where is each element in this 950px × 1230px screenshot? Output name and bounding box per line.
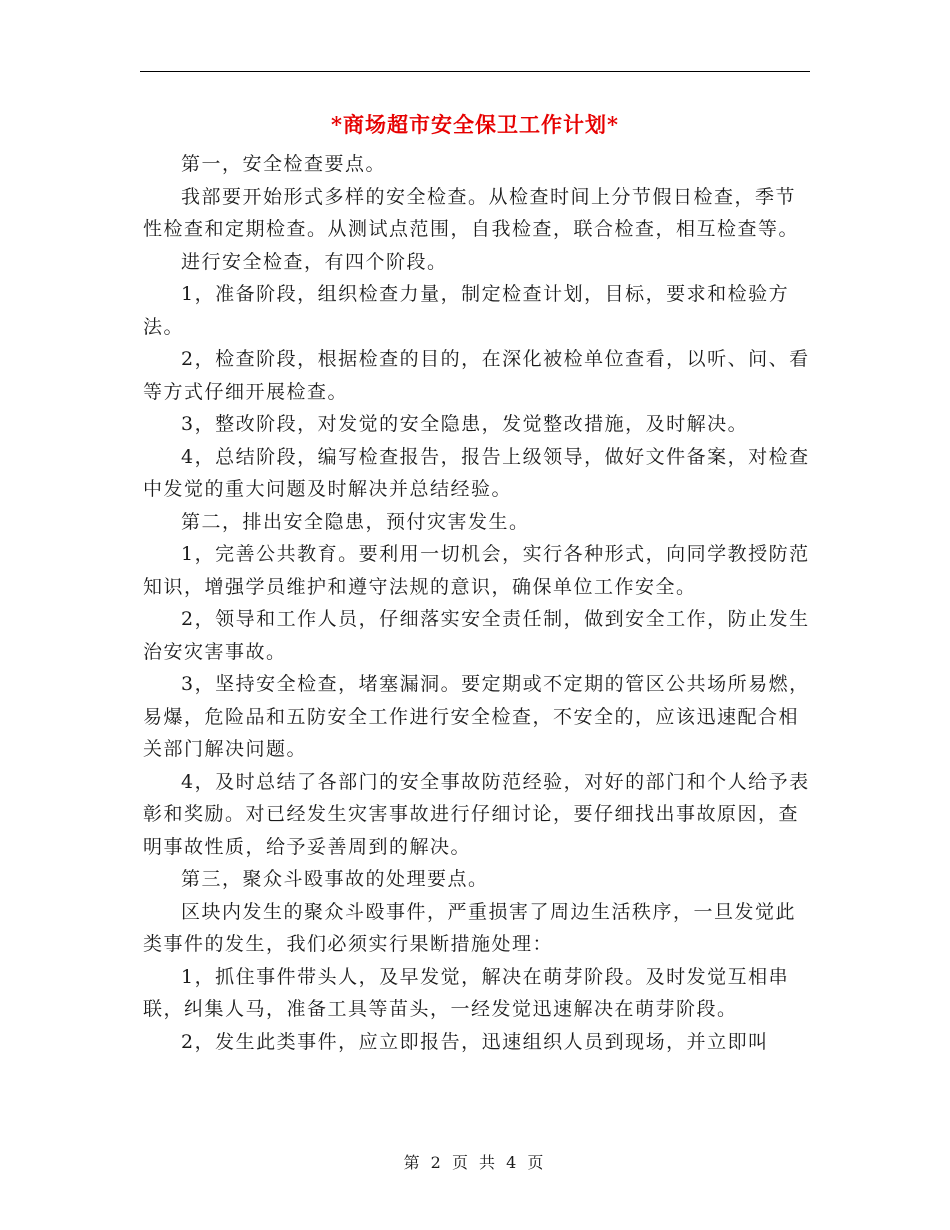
paragraph: 2，领导和工作人员，仔细落实安全责任制，做到安全工作，防止发生治安灾害事故。 (143, 608, 810, 663)
paragraph: 1，抓住事件带头人，及早发觉，解决在萌芽阶段。及时发觉互相串联，纠集人马，准备工具等苗头，一经发觉迅速解决在萌芽阶段。 (143, 965, 790, 1020)
paragraph: 1，准备阶段，组织检查力量，制定检查计划，目标，要求和检验方法。 (143, 283, 790, 338)
paragraph: 进行安全检查，有四个阶段。 (181, 250, 448, 273)
paragraph: 3，坚持安全检查，堵塞漏洞。要定期或不定期的管区公共场所易燃，易爆，危险品和五防安全工作进行安全检查，不安全的，应该迅速配合相关部门解决问题。 (143, 673, 810, 760)
paragraph: 第一，安全检查要点。 (181, 153, 387, 175)
paragraph: 第三，聚众斗殴事故的处理要点。 (181, 868, 489, 890)
paragraph: 3，整改阶段，对发觉的安全隐患，发觉整改措施，及时解决。 (181, 413, 749, 435)
paragraph: 第二，排出安全隐患，预付灾害发生。 (181, 510, 530, 533)
header-rule (140, 71, 810, 72)
document-body (143, 148, 813, 1058)
document-title: *商场超市安全保卫工作计划* (331, 112, 619, 137)
paragraph: 2，发生此类事件，应立即报告，迅速组织人员到现场，并立即叫 (181, 1030, 769, 1053)
paragraph: 2，检查阶段，根据检查的目的，在深化被检单位查看，以听、问、看等方式仔细开展检查。 (143, 348, 810, 403)
paragraph: 4，总结阶段，编写检查报告，报告上级领导，做好文件备案，对检查中发觉的重大问题及时解决并总结经验。 (143, 445, 810, 500)
paragraph: 4，及时总结了各部门的安全事故防范经验，对好的部门和个人给予表彰和奖励。对已经发生灾害事故进行仔细讨论，要仔细找出事故原因，查明事故性质，给予妥善周到的解决。 (143, 770, 810, 858)
paragraph: 1，完善公共教育。要利用一切机会，实行各种形式，向同学教授防范知识，增强学员维护和遵守法规的意识，确保单位工作安全。 (143, 543, 810, 598)
page-number: 第 2 页 共 4 页 (403, 1153, 547, 1172)
paragraph: 我部要开始形式多样的安全检查。从检查时间上分节假日检查，季节性检查和定期检查。从测试点范围，自我检查，联合检查，相互检查等。 (143, 185, 800, 240)
paragraph: 区块内发生的聚众斗殴事件，严重损害了周边生活秩序，一旦发觉此类事件的发生，我们必须实行果断措施处理： (143, 900, 797, 955)
